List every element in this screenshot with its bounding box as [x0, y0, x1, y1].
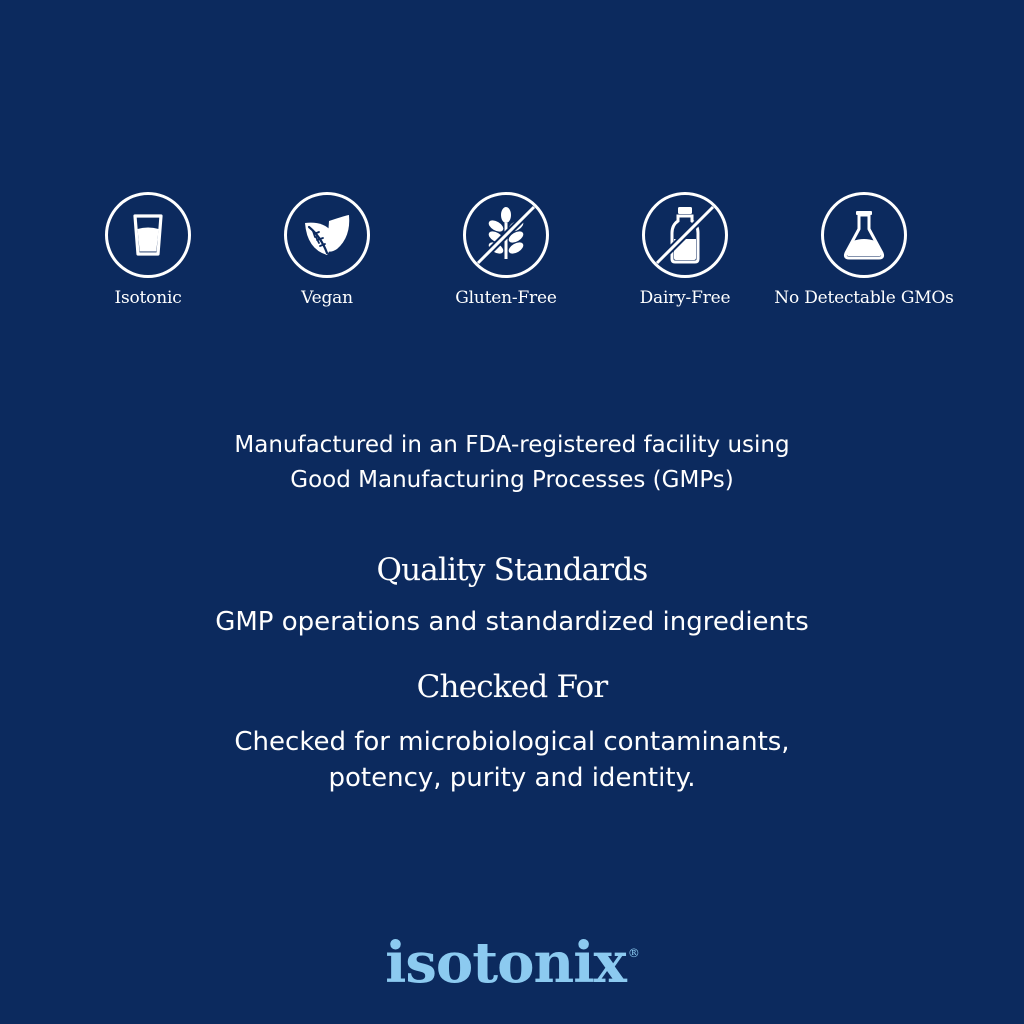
feature-badges	[0, 192, 1024, 322]
checked-for-heading: Checked For	[416, 669, 608, 705]
badge-label: Isotonic	[114, 288, 182, 308]
brand-name: isotonix	[385, 930, 626, 996]
flask-icon	[821, 192, 907, 278]
leaf-icon	[284, 192, 370, 278]
badge-gluten-free	[411, 192, 601, 308]
isotonix-logo	[0, 930, 1024, 996]
badge-no-detectable-gmos	[769, 192, 959, 308]
manufacturing-statement	[0, 428, 1024, 498]
badge-isotonic	[53, 192, 243, 308]
badge-dairy-free	[590, 192, 780, 308]
badge-label: Vegan	[301, 288, 353, 308]
checked-for-text	[0, 724, 1024, 796]
badge-label: No Detectable GMOs	[774, 288, 954, 308]
quality-standards-text: GMP operations and standardized ingredients	[215, 607, 809, 637]
badge-vegan	[232, 192, 422, 308]
statement-line: Manufactured in an FDA-registered facility using	[234, 432, 790, 458]
badge-label: Gluten-Free	[455, 288, 557, 308]
checked-line: Checked for microbiological contaminants,	[234, 727, 790, 757]
milk-bottle-crossed-icon	[642, 192, 728, 278]
wheat-crossed-icon	[463, 192, 549, 278]
checked-line: potency, purity and identity.	[328, 763, 696, 793]
water-glass-icon	[105, 192, 191, 278]
statement-line: Good Manufacturing Processes (GMPs)	[290, 467, 734, 493]
quality-standards-heading: Quality Standards	[376, 552, 648, 588]
badge-label: Dairy-Free	[639, 288, 731, 308]
registered-mark: ®	[627, 946, 639, 960]
